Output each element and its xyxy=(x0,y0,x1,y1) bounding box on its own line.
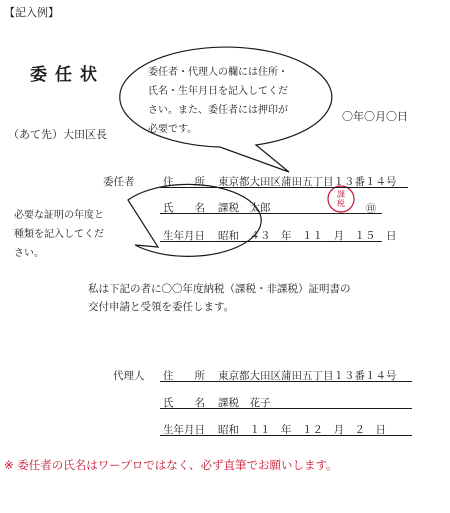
delegator-address-underline xyxy=(160,187,408,188)
handwriting-note: ※ 委任者の氏名はワープロではなく、必ず直筆でお願いします。 xyxy=(4,458,338,472)
delegator-birth-label: 生年月日 xyxy=(163,230,205,242)
addressee: （あて先）大田区長 xyxy=(8,128,107,141)
delegator-name: 課税 太郎 xyxy=(218,202,271,214)
callout-left-line-3: さい。 xyxy=(14,248,44,259)
delegator-role-label: 委任者 xyxy=(103,176,135,188)
callout-top-text xyxy=(148,63,308,139)
agent-address-label: 住 所 xyxy=(163,370,205,382)
callout-left-shape xyxy=(128,184,261,256)
agent-birth-label: 生年月日 xyxy=(163,424,205,436)
document-title: 委任状 xyxy=(30,65,105,85)
seal-mark: ㊞ xyxy=(366,204,376,215)
callout-top-line-1: 委任者・代理人の欄には住所・ xyxy=(148,67,288,78)
seal-stamp-char-2: 税 xyxy=(337,199,345,208)
agent-address-underline xyxy=(160,381,412,382)
seal-stamp-char-1: 課 xyxy=(337,190,345,199)
callout-left-text xyxy=(14,206,134,263)
agent-role-label: 代理人 xyxy=(113,370,145,382)
delegator-address-label: 住 所 xyxy=(163,176,205,188)
agent-name: 課税 花子 xyxy=(218,397,271,409)
seal-stamp xyxy=(335,190,347,208)
delegator-birth-underline xyxy=(160,241,382,242)
delegation-statement xyxy=(88,280,351,316)
delegation-line-1: 私は下記の者に〇〇年度納税（課税・非課税）証明書の xyxy=(88,283,351,295)
delegator-name-label: 氏 名 xyxy=(163,202,205,214)
callout-top-line-2: 氏名・生年月日を記入してくだ xyxy=(148,86,288,97)
document-date: 〇年〇月〇日 xyxy=(342,110,408,123)
callout-left-line-2: 種類を記入してくだ xyxy=(14,229,104,240)
callout-top-line-3: さい。また、委任者には押印が xyxy=(148,105,288,116)
delegator-address: 東京都大田区蒲田五丁目１３番１４号 xyxy=(218,176,397,188)
callout-left-line-1: 必要な証明の年度と xyxy=(14,210,104,221)
callout-top-line-4: 必要です。 xyxy=(148,124,198,135)
agent-address: 東京都大田区蒲田五丁目１３番１４号 xyxy=(218,370,397,382)
delegator-birth: 昭和 ４３ 年 １１ 月 １５ 日 xyxy=(218,230,397,242)
agent-birth-underline xyxy=(160,435,412,436)
agent-birth: 昭和 １１ 年 １２ 月 ２ 日 xyxy=(218,424,386,436)
delegator-name-underline xyxy=(160,213,382,214)
agent-name-label: 氏 名 xyxy=(163,397,205,409)
delegation-line-2: 交付申請と受領を委任します。 xyxy=(88,301,235,313)
example-label: 【記入例】 xyxy=(4,6,59,19)
agent-name-underline xyxy=(160,408,412,409)
